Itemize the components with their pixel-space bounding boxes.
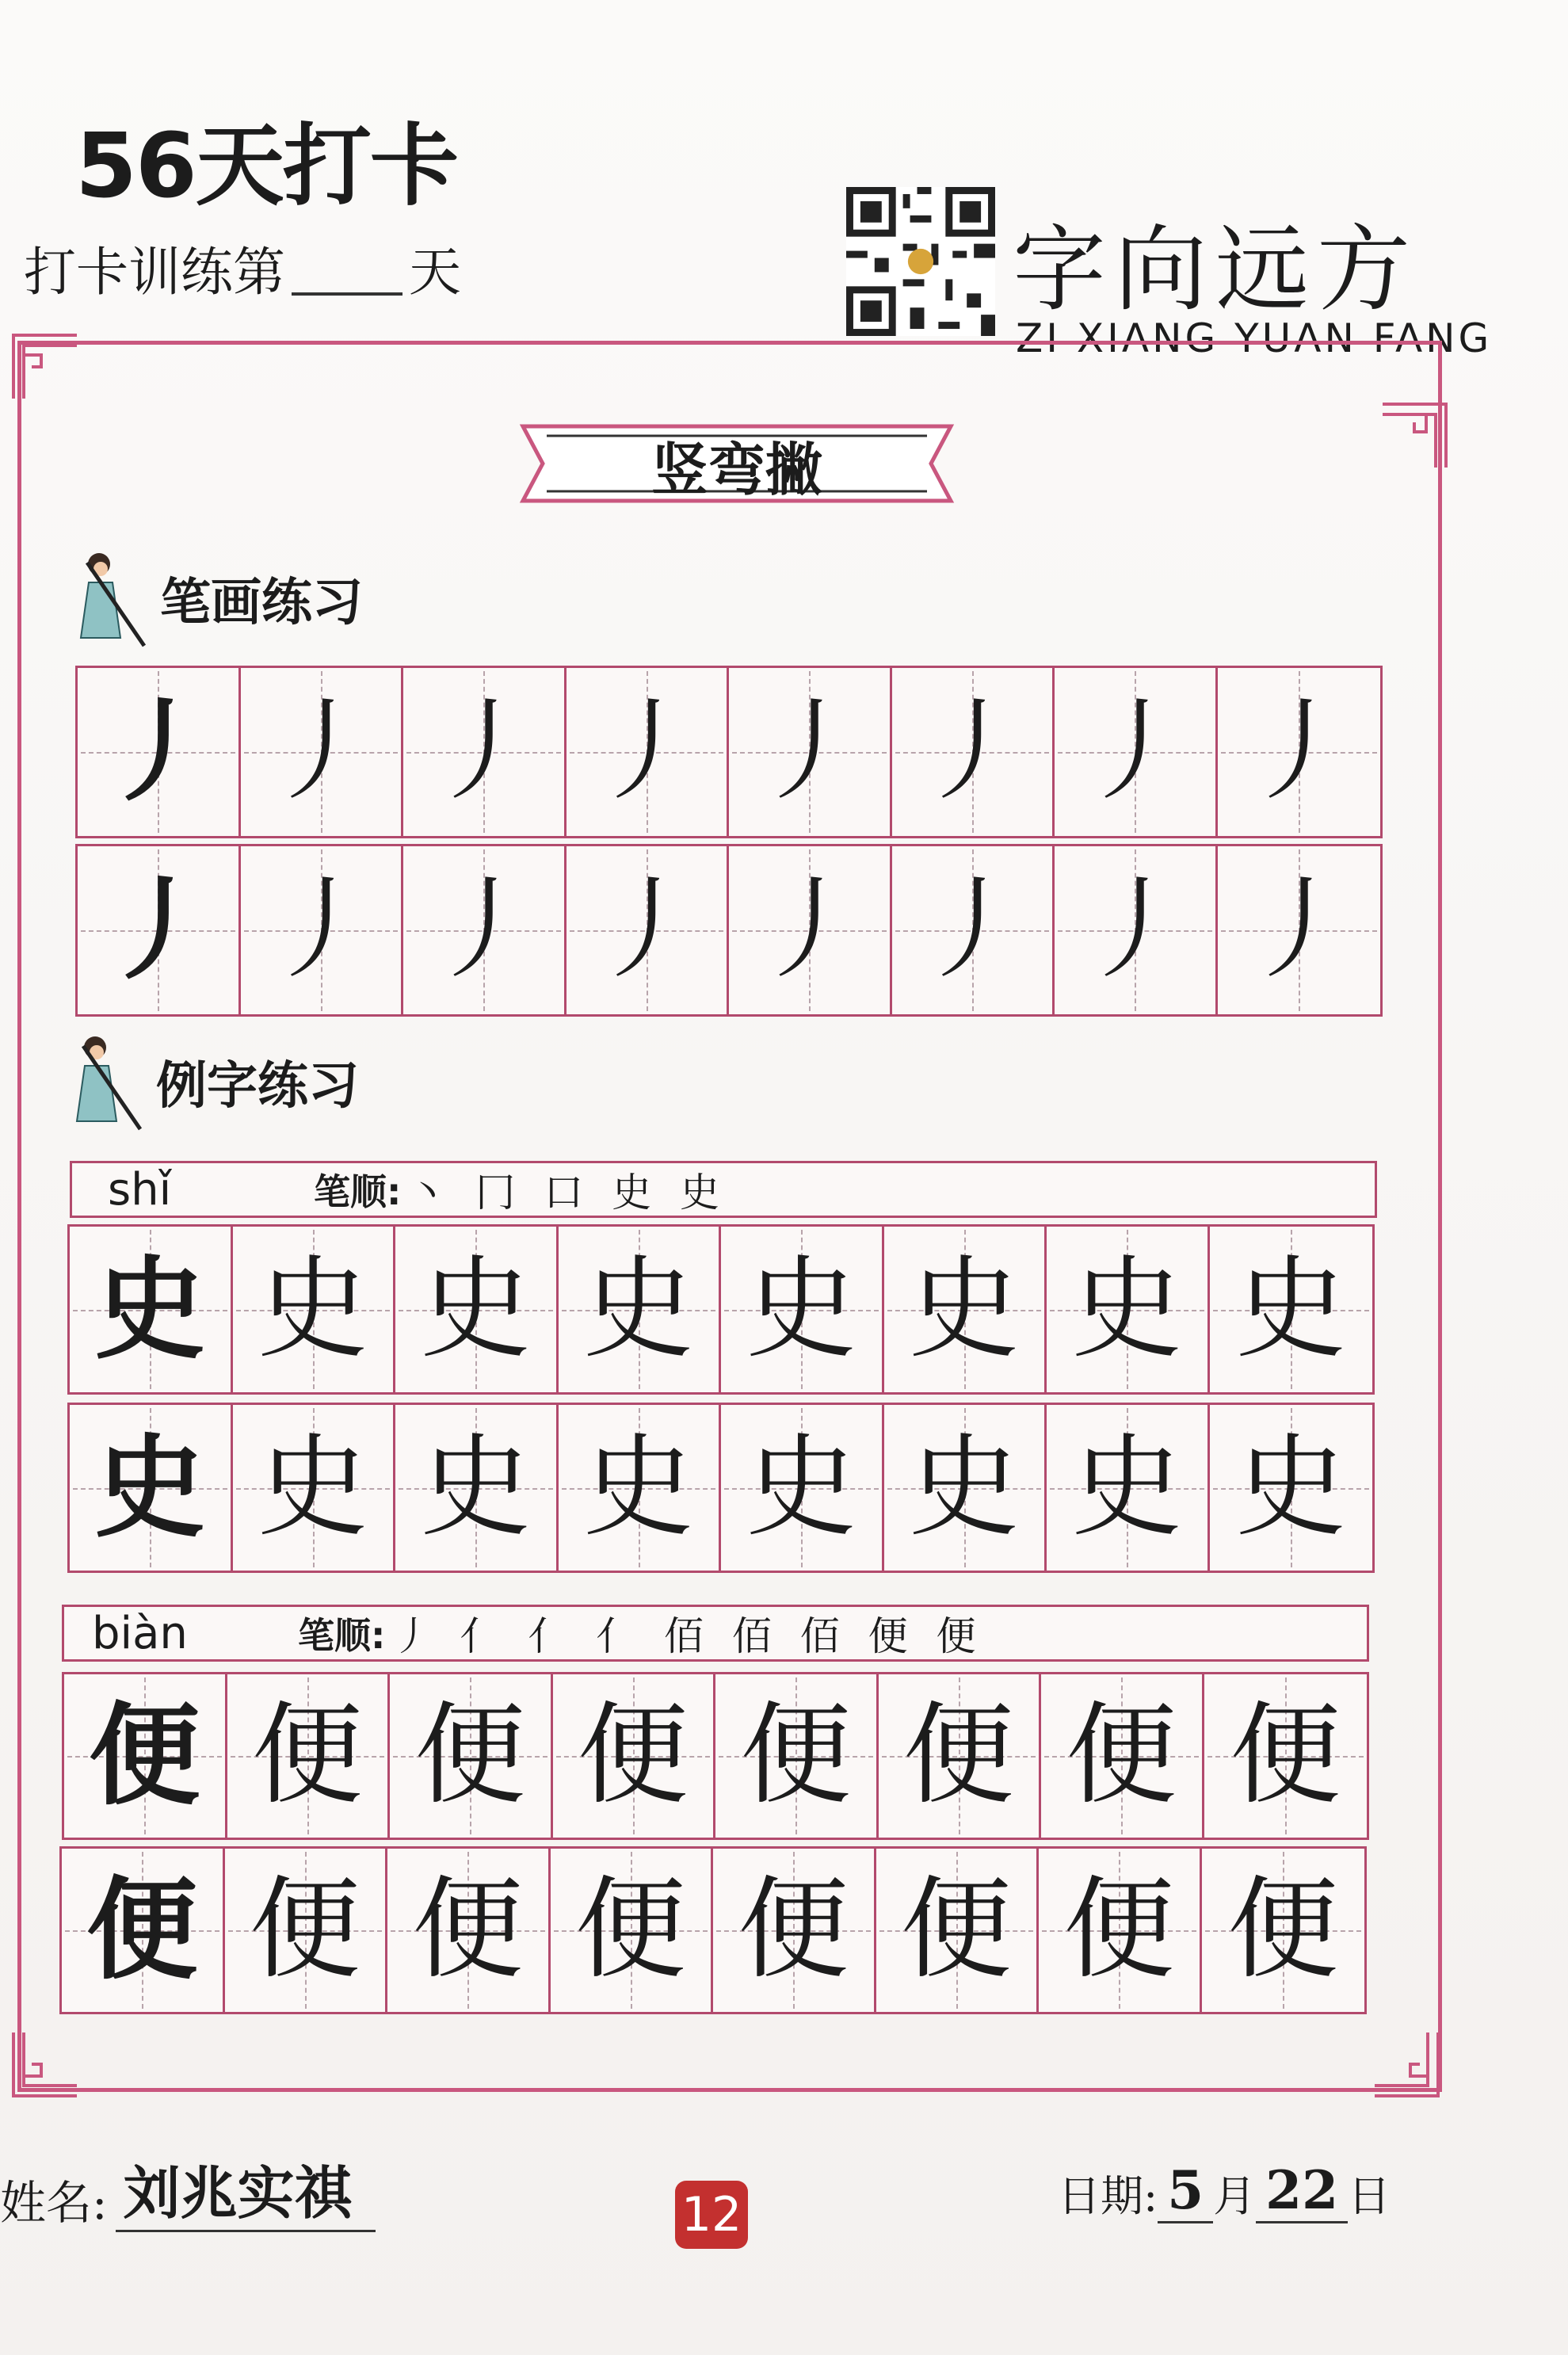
practice-cell — [1041, 1674, 1204, 1838]
stroke-practice-heading — [71, 547, 363, 650]
practice-cell — [78, 846, 241, 1014]
stroke-order: 丿 亻 亻 亻 佰 佰 佰 便 便 — [391, 1613, 984, 1659]
date-field — [1058, 2159, 1391, 2223]
practice-glyph: 史 — [908, 1244, 1020, 1374]
practice-glyph: 史 — [1071, 1422, 1183, 1552]
practice-cell — [892, 846, 1055, 1014]
calligrapher-icon — [67, 1030, 147, 1133]
practice-glyph: 史 — [908, 1422, 1020, 1552]
practice-glyph: 丿 — [265, 687, 376, 816]
practice-glyph: 便 — [1230, 1691, 1341, 1820]
practice-glyph: 史 — [746, 1422, 857, 1552]
practice-cell — [1210, 1405, 1373, 1571]
practice-glyph: 丿 — [1079, 865, 1191, 994]
qr-code-icon — [846, 187, 995, 336]
practice-glyph: 便 — [414, 1691, 526, 1820]
practice-glyph: 丿 — [265, 865, 376, 994]
practice-glyph: 便 — [89, 1691, 200, 1821]
pinyin-label: biàn — [92, 1607, 188, 1659]
practice-cell — [233, 1405, 396, 1571]
day-suffix: 天 — [409, 242, 461, 303]
practice-glyph: 史 — [94, 1422, 206, 1553]
practice-glyph: 丿 — [916, 687, 1028, 816]
stroke-name: 竖弯撇 — [650, 437, 822, 503]
practice-cell — [70, 1227, 233, 1392]
practice-glyph: 史 — [1071, 1244, 1183, 1374]
stroke-grid-row — [75, 844, 1383, 1017]
practice-cell — [62, 1849, 225, 2012]
practice-cell — [721, 1405, 884, 1571]
practice-cell — [395, 1227, 559, 1392]
practice-glyph: 便 — [251, 1691, 363, 1820]
practice-cell — [78, 668, 241, 836]
calligrapher-icon — [71, 547, 151, 650]
practice-cell — [1047, 1405, 1210, 1571]
practice-glyph: 丿 — [753, 865, 865, 994]
practice-glyph: 便 — [412, 1865, 524, 1994]
practice-glyph: 史 — [1235, 1244, 1347, 1374]
practice-glyph: 丿 — [753, 687, 865, 816]
practice-glyph: 丿 — [916, 865, 1028, 994]
practice-cell — [227, 1674, 391, 1838]
practice-cell — [1218, 668, 1381, 836]
practice-cell — [892, 668, 1055, 836]
practice-glyph: 便 — [1227, 1865, 1339, 1994]
practice-glyph: 丿 — [1079, 687, 1191, 816]
practice-glyph: 史 — [420, 1422, 532, 1552]
practice-glyph: 便 — [574, 1865, 686, 1994]
practice-glyph: 史 — [257, 1244, 368, 1374]
practice-cell — [729, 668, 892, 836]
character-grid-row — [62, 1672, 1369, 1840]
month-value: 5 — [1158, 2159, 1213, 2223]
practice-cell — [1039, 1849, 1202, 2012]
practice-cell — [551, 1849, 714, 2012]
day-prefix: 打卡训练第 — [24, 242, 285, 303]
page-number-badge: 12 — [675, 2181, 748, 2249]
practice-cell — [553, 1674, 716, 1838]
practice-glyph: 便 — [900, 1865, 1012, 1994]
practice-cell — [884, 1405, 1047, 1571]
practice-glyph: 史 — [420, 1244, 532, 1374]
practice-glyph: 史 — [746, 1244, 857, 1374]
practice-glyph: 丿 — [1243, 865, 1355, 994]
practice-cell — [559, 1405, 722, 1571]
practice-glyph: 史 — [1235, 1422, 1347, 1552]
practice-glyph: 便 — [86, 1865, 198, 1995]
practice-cell — [1204, 1674, 1368, 1838]
practice-cell — [241, 846, 404, 1014]
practice-cell — [403, 668, 567, 836]
practice-cell — [559, 1227, 722, 1392]
practice-glyph: 便 — [577, 1691, 689, 1820]
character-grid-row — [67, 1224, 1375, 1395]
practice-cell — [390, 1674, 553, 1838]
practice-cell — [715, 1674, 879, 1838]
practice-glyph: 史 — [257, 1422, 368, 1552]
character-grid-row — [59, 1846, 1367, 2014]
practice-cell — [1047, 1227, 1210, 1392]
stroke-order-label: 笔顺: — [314, 1170, 402, 1213]
stroke-order: 丶 冂 口 史 史 — [407, 1170, 727, 1216]
practice-cell — [1055, 668, 1218, 836]
stroke-grid-row — [75, 666, 1383, 838]
month-label: 月 — [1213, 2171, 1257, 2221]
practice-cell — [1218, 846, 1381, 1014]
practice-cell — [1202, 1849, 1365, 2012]
practice-cell — [233, 1227, 396, 1392]
name-value: 刘兆实祺 — [116, 2147, 376, 2232]
practice-cell — [64, 1674, 227, 1838]
practice-glyph: 便 — [738, 1865, 849, 1994]
practice-glyph: 丿 — [102, 865, 214, 995]
practice-cell — [403, 846, 567, 1014]
brand-logo-text: 字向远方 — [1013, 215, 1419, 324]
pinyin-label: shǐ — [108, 1163, 172, 1216]
page-title: 56天打卡 — [75, 115, 457, 218]
date-label: 日期: — [1058, 2171, 1158, 2221]
practice-glyph: 史 — [582, 1244, 694, 1374]
corner-ornament-icon — [1379, 400, 1450, 471]
practice-cell — [721, 1227, 884, 1392]
practice-glyph: 丿 — [102, 687, 214, 817]
practice-cell — [241, 668, 404, 836]
practice-cell — [879, 1674, 1042, 1838]
character-info-bar — [70, 1161, 1377, 1218]
example-practice-label: 例字练习 — [156, 1057, 359, 1116]
practice-cell — [1210, 1227, 1373, 1392]
day-blank — [292, 292, 402, 296]
practice-glyph: 丿 — [428, 687, 540, 816]
practice-glyph: 便 — [902, 1691, 1014, 1820]
practice-cell — [713, 1849, 876, 2012]
practice-cell — [729, 846, 892, 1014]
corner-ornament-icon — [1371, 2029, 1442, 2100]
day-label: 日 — [1348, 2171, 1391, 2221]
practice-glyph: 史 — [582, 1422, 694, 1552]
name-label: 姓名: — [0, 2176, 108, 2230]
practice-cell — [387, 1849, 551, 2012]
practice-glyph: 便 — [740, 1691, 852, 1820]
day-value: 22 — [1256, 2159, 1348, 2223]
student-name — [0, 2147, 376, 2232]
practice-glyph: 丿 — [428, 865, 540, 994]
practice-glyph: 便 — [1063, 1865, 1175, 1994]
practice-glyph: 丿 — [1243, 687, 1355, 816]
brand-pinyin: ZI XIANG YUAN FANG — [1016, 315, 1493, 361]
practice-cell — [1055, 846, 1218, 1014]
practice-cell — [567, 846, 730, 1014]
day-counter — [24, 230, 461, 305]
practice-glyph: 便 — [1066, 1691, 1177, 1820]
character-info-bar — [62, 1605, 1369, 1662]
corner-ornament-icon — [10, 331, 81, 403]
practice-glyph: 史 — [94, 1244, 206, 1375]
example-practice-heading — [67, 1030, 359, 1133]
practice-glyph: 丿 — [590, 865, 702, 994]
practice-glyph: 丿 — [590, 687, 702, 816]
practice-cell — [884, 1227, 1047, 1392]
practice-cell — [567, 668, 730, 836]
character-grid-row — [67, 1403, 1375, 1573]
stroke-order-label: 笔顺: — [298, 1614, 386, 1657]
corner-ornament-icon — [10, 2029, 81, 2100]
practice-cell — [876, 1849, 1040, 2012]
practice-glyph: 便 — [249, 1865, 361, 1994]
practice-cell — [70, 1405, 233, 1571]
stroke-practice-label: 笔画练习 — [160, 574, 363, 632]
practice-cell — [225, 1849, 388, 2012]
practice-cell — [395, 1405, 559, 1571]
